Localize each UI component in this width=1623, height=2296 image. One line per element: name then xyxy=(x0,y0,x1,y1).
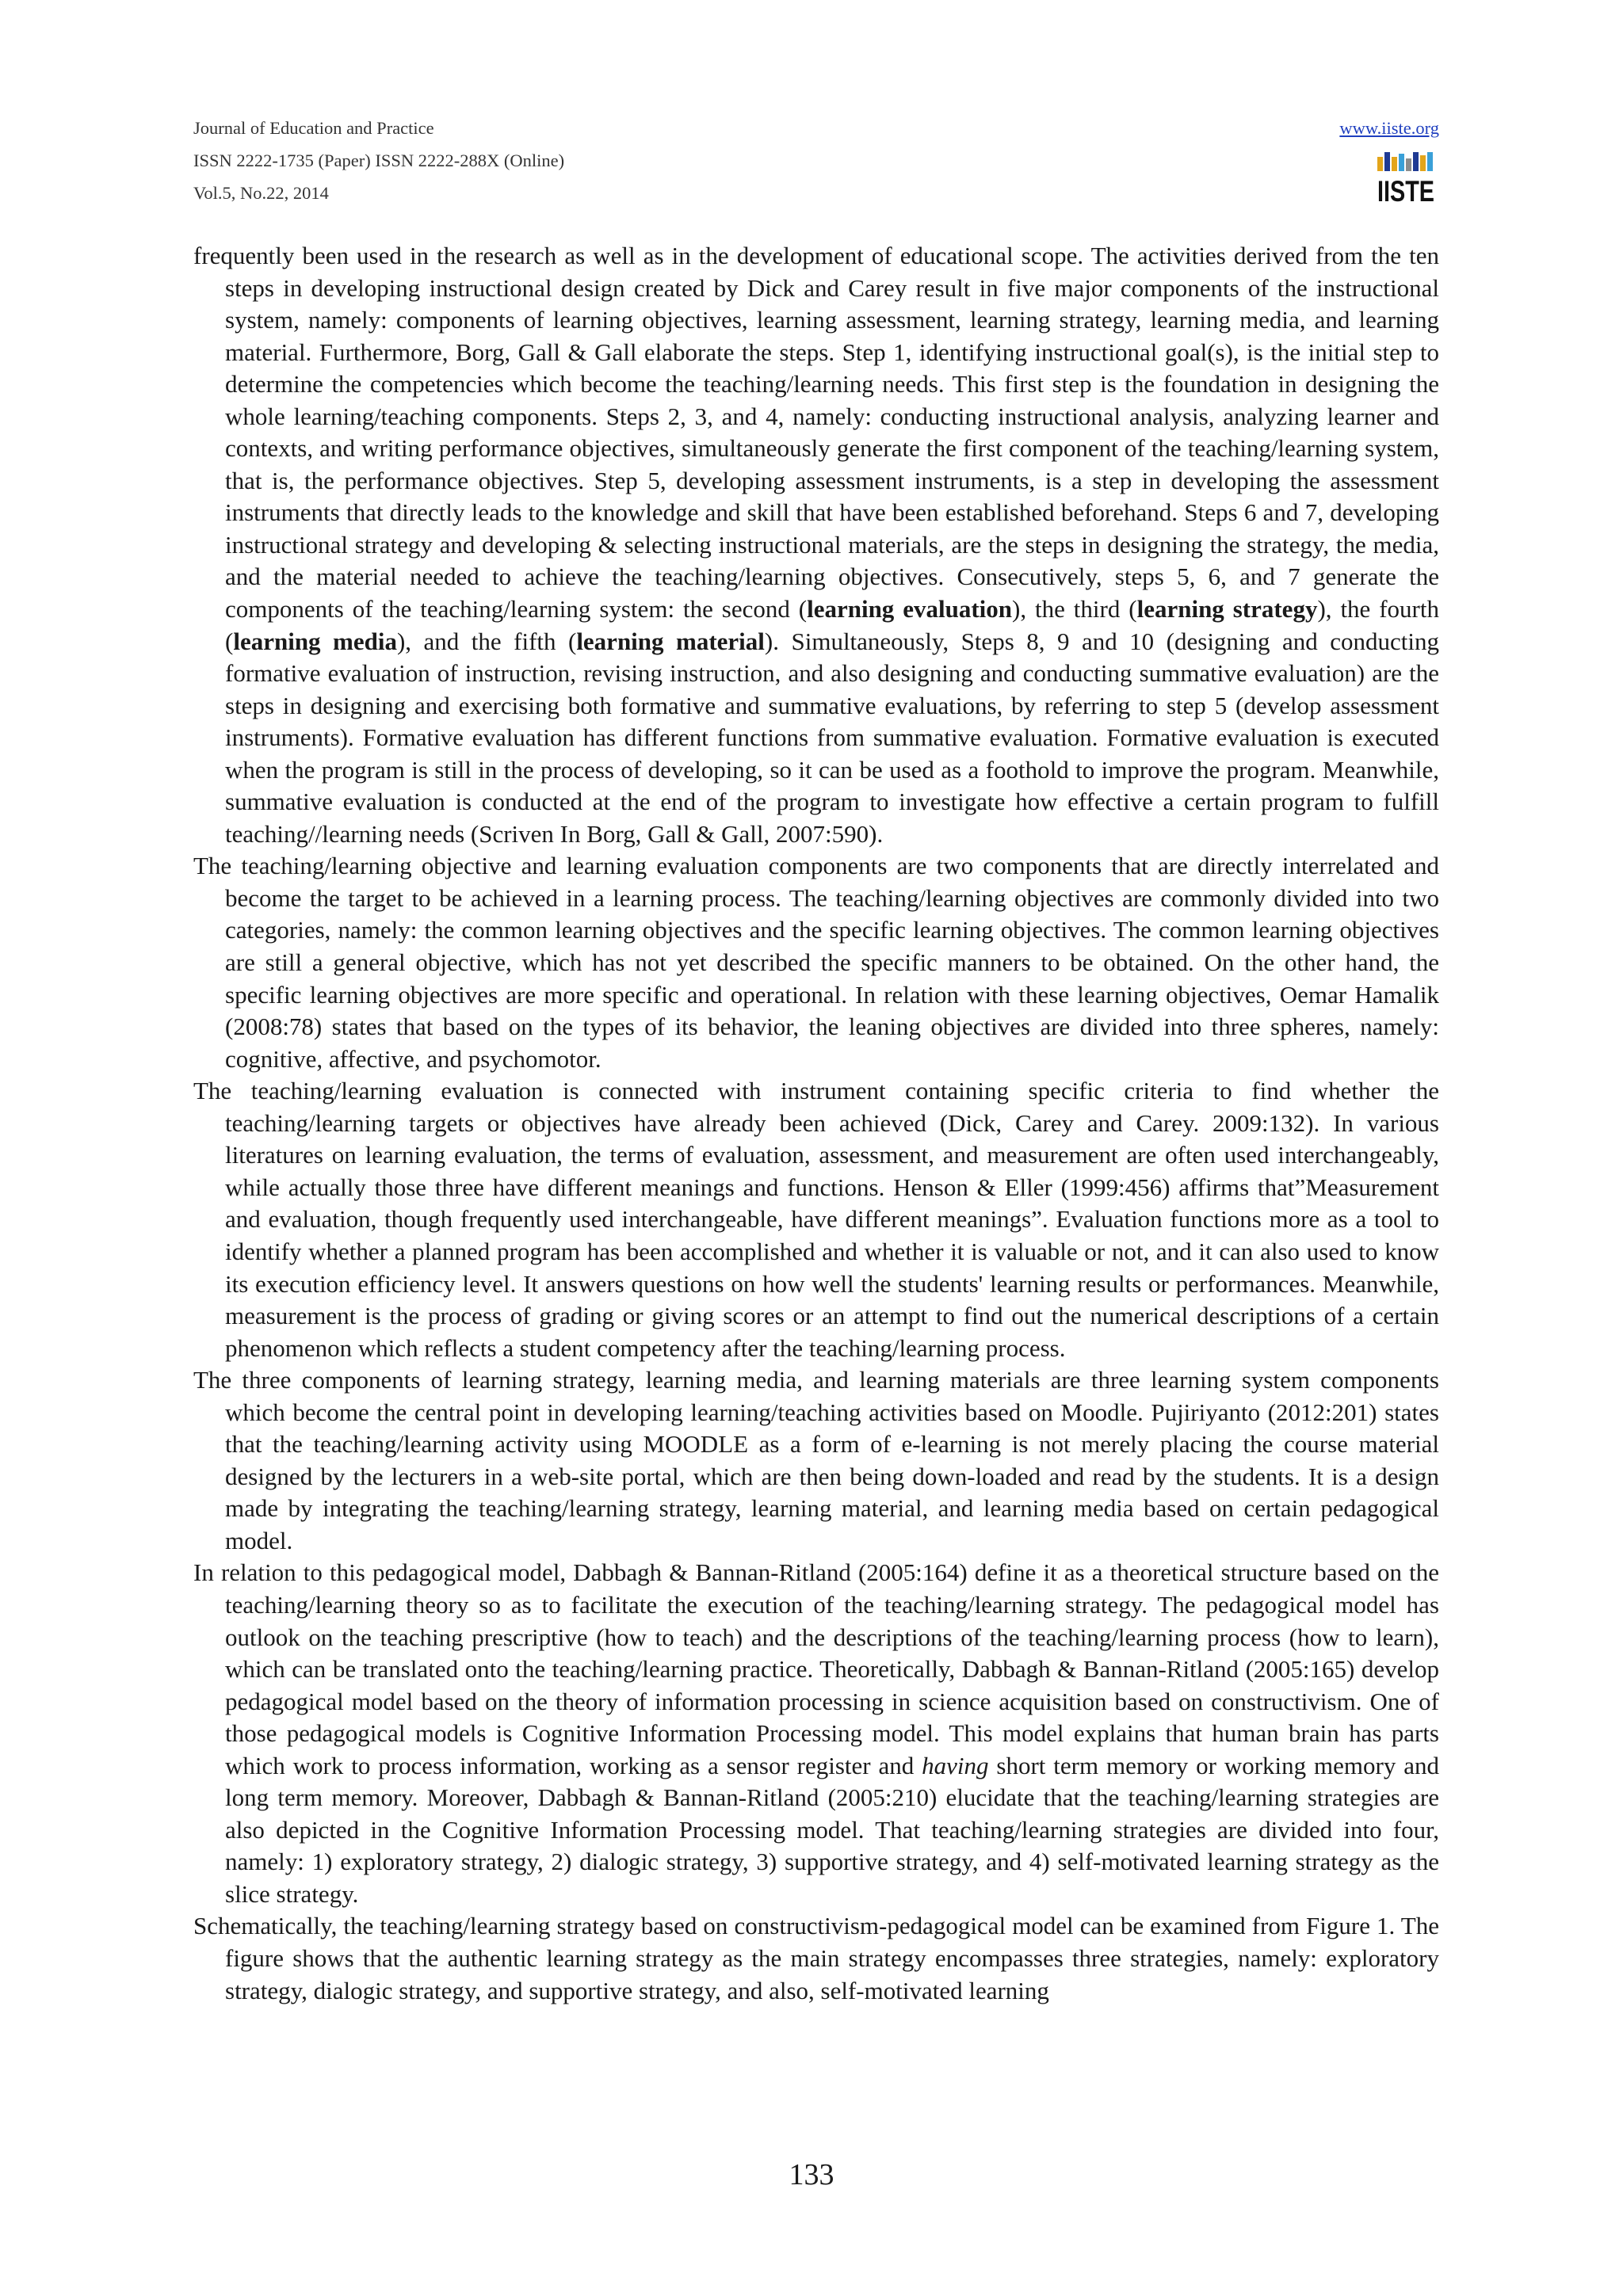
bold-term: learning material xyxy=(576,627,765,655)
article-body xyxy=(193,240,1439,2007)
paragraph-moodle-components: The three components of learning strategy, learning media, and learning materials are three learning system components which become the central point in developing learning/teaching activities based on Moodle. Pujiriyanto (2012:201) states that the teaching/learning activity using MOODLE as a form of e-learning is not merely placing the course material designed by the lecturers in a web-site portal, which are then being down-loaded and read by the students. It is a design made by integrating the teaching/learning strategy, learning material, and learning media based on certain pedagogical model. xyxy=(193,1366,1439,1554)
svg-text:IISTE: IISTE xyxy=(1377,175,1434,208)
journal-issn: ISSN 2222-1735 (Paper) ISSN 2222-288X (Online) xyxy=(193,151,565,170)
website-link[interactable]: www.iiste.org xyxy=(1339,118,1439,138)
paragraph-learning-objectives: The teaching/learning objective and learning evaluation components are two components that are directly interrelated and become the target to be achieved in a learning process. The teaching/learning objectives are commonly divided into two categories, namely: the common learning objectives and the specific learning objectives. The common learning objectives are still a general objective, which has not yet described the specific manners to be obtained. On the other hand, the specific learning objectives are more specific and operational. In relation with these learning objectives, Oemar Hamalik (2008:78) states that based on the types of its behavior, the leaning objectives are divided into three spheres, namely: cognitive, affective, and psychomotor. xyxy=(193,852,1439,1073)
bold-term: learning strategy xyxy=(1136,595,1318,624)
journal-volume: Vol.5, No.22, 2014 xyxy=(193,183,329,203)
bold-term: learning evaluation xyxy=(807,595,1013,624)
italic-term: having xyxy=(922,1751,989,1779)
journal-name: Journal of Education and Practice xyxy=(193,118,434,138)
paragraph-learning-evaluation: The teaching/learning evaluation is connected with instrument containing specific criteria to find whether the teaching/learning targets or objectives have already been achieved (Dick, Carey and Carey. 2009:132). In various literatures on learning evaluation, the terms of evaluation, assessment, and measurement are often used interchangeably, while actually those three have different meanings and functions. Henson & Eller (1999:456) affirms that”Measurement and evaluation, though frequently used interchangeable, have different meanings”. Evaluation functions more as a tool to identify whether a planned program has been accomplished and whether it is valuable or not, and it can also used to know its execution efficiency level. It answers questions on how well the students' learning results or performances. Meanwhile, measurement is the process of grading or giving scores or an attempt to find out the numerical descriptions of a certain phenomenon which reflects a student competency after the teaching/learning process. xyxy=(193,1077,1439,1362)
paragraph-pedagogical-model: In relation to this pedagogical model, Dabbagh & Bannan-Ritland (2005:164) define it as a theoretical structure based on the teaching/learning theory so as to facilitate the execution of the teaching/learning strategy. The pedagogical model has outlook on the teaching prescriptive (how to teach) and the descriptions of the teaching/learning process (how to learn), which can be translated onto the teaching/learning practice. Theoretically, Dabbagh & Bannan-Ritland (2005:165) develop pedagogical model based on the theory of information processing in science acquisition based on constructivism. One of those pedagogical models is Cognitive Information Processing model. This model explains that human brain has parts which work to process information, working as a sensor register and having short term memory or working memory and long term memory. Moreover, Dabbagh & Bannan-Ritland (2005:210) elucidate that the teaching/learning strategies are also depicted in the Cognitive Information Processing model. That teaching/learning strategies are divided into four, namely: 1) exploratory strategy, 2) dialogic strategy, 3) supportive strategy, and 4) self-motivated learning strategy as the slice strategy. xyxy=(193,1558,1439,1908)
page-number: 133 xyxy=(789,2158,834,2191)
paragraph-figure-reference: Schematically, the teaching/learning strategy based on constructivism-pedagogical model can be examined from Figure 1. The figure shows that the authentic learning strategy as the main strategy encompasses three strategies, namely: exploratory strategy, dialogic strategy, and supportive strategy, and also, self-motivated learning xyxy=(193,1912,1439,2004)
paragraph-dick-carey-steps: frequently been used in the research as well as in the development of educational scope. The activities derived from the ten steps in developing instructional design created by Dick and Carey result in five major components of the instructional system, namely: components of learning objectives, learning assessment, learning strategy, learning media, and learning material. Furthermore, Borg, Gall & Gall elaborate the steps. Step 1, identifying instructional goal(s), is the initial step to determine the competencies which become the teaching/learning needs. This first step is the foundation in designing the whole learning/teaching components. Steps 2, 3, and 4, namely: conducting instructional analysis, analyzing learner and contexts, and writing performance objectives, simultaneously generate the first component of the teaching/learning system, that is, the performance objectives. Step 5, developing assessment instruments, is a step in developing the assessment instruments that directly leads to the knowledge and skill that have been established beforehand. Steps 6 and 7, developing instructional strategy and developing & selecting instructional materials, are the steps in designing the strategy, the media, and the material needed to achieve the teaching/learning objectives. Consecutively, steps 5, 6, and 7 generate the components of the teaching/learning system: the second (learning evaluation), the third (learning strategy), the fourth (learning media), and the fifth (learning material). Simultaneously, Steps 8, 9 and 10 (designing and conducting formative evaluation of instruction, revising instruction, and also designing and conducting summative evaluation) are the steps in designing and exercising both formative and summative evaluations, by referring to step 5 (develop assessment instruments). Formative evaluation has different functions from summative evaluation. Formative evaluation is executed when the program is still in the process of developing, so it can be used as a foothold to improve the program. Meanwhile, summative evaluation is conducted at the end of the program to investigate how effective a certain program to fulfill teaching//learning needs (Scriven In Borg, Gall & Gall, 2007:590). xyxy=(193,242,1440,848)
bold-term: learning media xyxy=(233,627,397,655)
iiste-logo-icon xyxy=(1376,149,1436,208)
